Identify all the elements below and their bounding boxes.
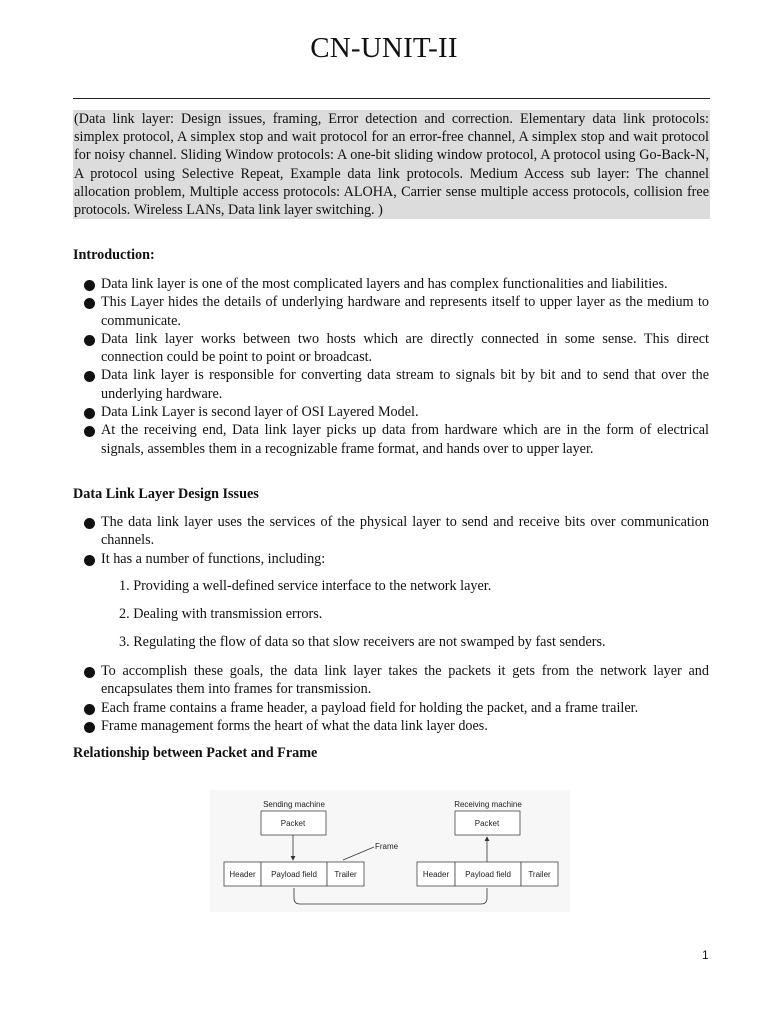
bullet-icon [84, 704, 95, 715]
list-item [84, 662, 709, 699]
list-item-text: Data Link Layer is second layer of OSI Layered Model. [101, 404, 419, 421]
receiving-payload-label: Payload field [465, 870, 511, 879]
bullet-icon [84, 280, 95, 291]
receiving-trailer-label: Trailer [528, 870, 551, 879]
bullet-icon [84, 335, 95, 346]
relationship-heading: Relationship between Packet and Frame [73, 745, 318, 761]
list-item [84, 550, 709, 568]
bullet-icon [84, 555, 95, 566]
design-issues-list [84, 513, 709, 568]
list-item [84, 366, 709, 403]
list-item [84, 275, 709, 293]
list-item-text: Data link layer works between two hosts which are directly connected in some sense. This direct connection could be point to point or broadcast. [101, 330, 709, 366]
numbered-item: 3. Regulating the flow of data so that slow receivers are not swamped by fast senders. [119, 634, 606, 650]
bullet-icon [84, 371, 95, 382]
design-goals-list [84, 662, 709, 735]
bullet-icon [84, 298, 95, 309]
numbered-item: 1. Providing a well-defined service interface to the network layer. [119, 578, 492, 594]
title-divider [73, 98, 710, 99]
sending-trailer-label: Trailer [334, 870, 357, 879]
numbered-item: 2. Dealing with transmission errors. [119, 606, 323, 622]
packet-frame-diagram [210, 790, 570, 912]
sending-machine-label: Sending machine [263, 800, 325, 809]
list-item-text: Frame management forms the heart of what the data link layer does. [101, 717, 488, 734]
sending-payload-label: Payload field [271, 870, 317, 879]
list-item [84, 513, 709, 550]
bullet-icon [84, 667, 95, 678]
bullet-icon [84, 518, 95, 529]
frame-label: Frame [375, 842, 399, 851]
introduction-list [84, 275, 709, 458]
receiving-header-label: Header [422, 870, 450, 879]
list-item-text: At the receiving end, Data link layer picks up data from hardware which are in the form of electrical signals, assembles them in a recognizable frame format, and hands over to upper layer. [101, 422, 709, 457]
list-item [84, 421, 709, 458]
list-item [84, 699, 709, 717]
list-item-text: The data link layer uses the services of the physical layer to send and receive bits over communication channels. [101, 514, 709, 549]
list-item [84, 293, 709, 330]
list-item-text: Each frame contains a frame header, a payload field for holding the packet, and a frame trailer. [101, 699, 639, 716]
receiving-machine-label: Receiving machine [454, 800, 522, 809]
page-number: 1 [702, 948, 709, 962]
list-item-text: Data link layer is one of the most complicated layers and has complex functionalities and liabilities. [101, 276, 668, 292]
list-item-text: Data link layer is responsible for converting data stream to signals bit by bit and to send that over the underlying hardware. [101, 367, 709, 402]
design-issues-heading: Data Link Layer Design Issues [73, 486, 259, 502]
list-item-text: This Layer hides the details of underlying hardware and represents itself to upper layer as the medium to communicate. [101, 294, 709, 329]
list-item-text: To accomplish these goals, the data link layer takes the packets it gets from the network layer and encapsulates them into frames for transmission. [101, 663, 709, 698]
bullet-icon [84, 408, 95, 419]
list-item-text: It has a number of functions, including: [101, 550, 326, 567]
list-item [84, 717, 709, 735]
receiving-packet-label: Packet [474, 819, 500, 828]
sending-packet-label: Packet [280, 819, 306, 828]
sending-header-label: Header [229, 870, 256, 879]
bullet-icon [84, 722, 95, 733]
introduction-heading: Introduction: [73, 247, 155, 263]
syllabus-box: (Data link layer: Design issues, framing, Error detection and correction. Elementary data link protocols: simplex protocol, A simplex stop and wait protocol for an error-free channel, A simplex stop and wait protocol for noisy channel. Sliding Window protocols: A one-bit sliding window protocol, A protocol using Go-Back-N, A protocol using Selective Repeat, Example data link protocols. Medium Access sub layer: The channel allocation problem, Multiple access protocols: ALOHA, Carrier sense multiple access protocols, collision free protocols. Wireless LANs, Data link layer switching. ) [74, 111, 709, 219]
bullet-icon [84, 426, 95, 437]
page-title: CN-UNIT-II [310, 32, 458, 64]
list-item [84, 403, 709, 421]
list-item [84, 330, 709, 367]
